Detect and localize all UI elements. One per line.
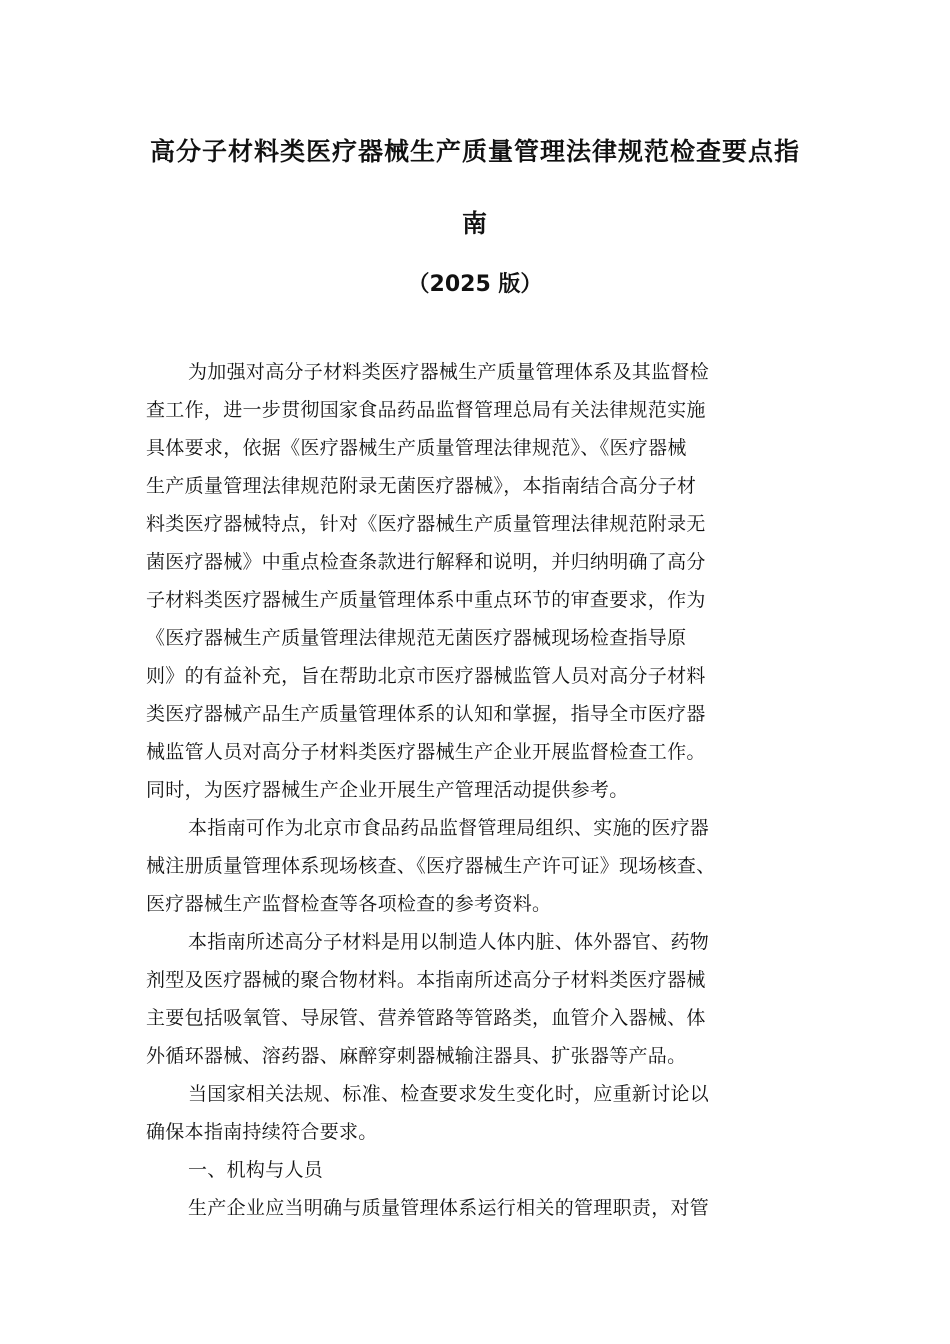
paragraph-6-line-1: 生产企业应当明确与质量管理体系运行相关的管理职责，对管 [188, 1197, 710, 1219]
document-title-line-2: 南 [461, 209, 488, 238]
paragraph-2-line-1: 本指南可作为北京市食品药品监督管理局组织、实施的医疗器 [188, 817, 710, 839]
paragraph-1-line-3: 具体要求，依据《医疗器械生产质量管理法律规范》、《医疗器械 [146, 437, 687, 459]
section-heading-1: 一、机构与人员 [188, 1159, 324, 1181]
document-title-line-1: 高分子材料类医疗器械生产质量管理法律规范检查要点指 [149, 137, 800, 166]
paragraph-1-line-7: 子材料类医疗器械生产质量管理体系中重点环节的审查要求，作为 [146, 589, 706, 611]
paragraph-4-line-1: 当国家相关法规、标准、检查要求发生变化时，应重新讨论以 [188, 1083, 710, 1105]
paragraph-3-line-3: 主要包括吸氧管、导尿管、营养管路等管路类，血管介入器械、体 [146, 1007, 706, 1029]
paragraph-4-line-2: 确保本指南持续符合要求。 [146, 1121, 378, 1143]
paragraph-1-line-1: 为加强对高分子材料类医疗器械生产质量管理体系及其监督检 [188, 361, 710, 383]
paragraph-1-line-11: 械监管人员对高分子材料类医疗器械生产企业开展监督检查工作。 [146, 741, 706, 763]
paragraph-2-line-2: 械注册质量管理体系现场核查、《医疗器械生产许可证》现场核查、 [146, 855, 716, 877]
paragraph-3-line-2: 剂型及医疗器械的聚合物材料。本指南所述高分子材料类医疗器械 [146, 969, 706, 991]
paragraph-1-line-9: 则》的有益补充，旨在帮助北京市医疗器械监管人员对高分子材料 [146, 665, 706, 687]
paragraph-1-line-2: 查工作，进一步贯彻国家食品药品监督管理总局有关法律规范实施 [146, 399, 706, 421]
paragraph-3-line-4: 外循环器械、溶药器、麻醉穿刺器械输注器具、扩张器等产品。 [146, 1045, 687, 1067]
paragraph-3-line-1: 本指南所述高分子材料是用以制造人体内脏、体外器官、药物 [188, 931, 710, 953]
paragraph-1-line-8: 《医疗器械生产质量管理法律规范无菌医疗器械现场检查指导原 [146, 627, 687, 649]
paragraph-1-line-5: 料类医疗器械特点，针对《医疗器械生产质量管理法律规范附录无 [146, 513, 706, 535]
document-edition: （2025 版） [407, 272, 543, 297]
paragraph-1-line-6: 菌医疗器械》中重点检查条款进行解释和说明，并归纳明确了高分 [146, 551, 706, 573]
paragraph-1-line-12: 同时，为医疗器械生产企业开展生产管理活动提供参考。 [146, 779, 629, 801]
paragraph-2-line-3: 医疗器械生产监督检查等各项检查的参考资料。 [146, 893, 552, 915]
paragraph-1-line-4: 生产质量管理法律规范附录无菌医疗器械》，本指南结合高分子材 [146, 475, 697, 497]
paragraph-1-line-10: 类医疗器械产品生产质量管理体系的认知和掌握，指导全市医疗器 [146, 703, 706, 725]
